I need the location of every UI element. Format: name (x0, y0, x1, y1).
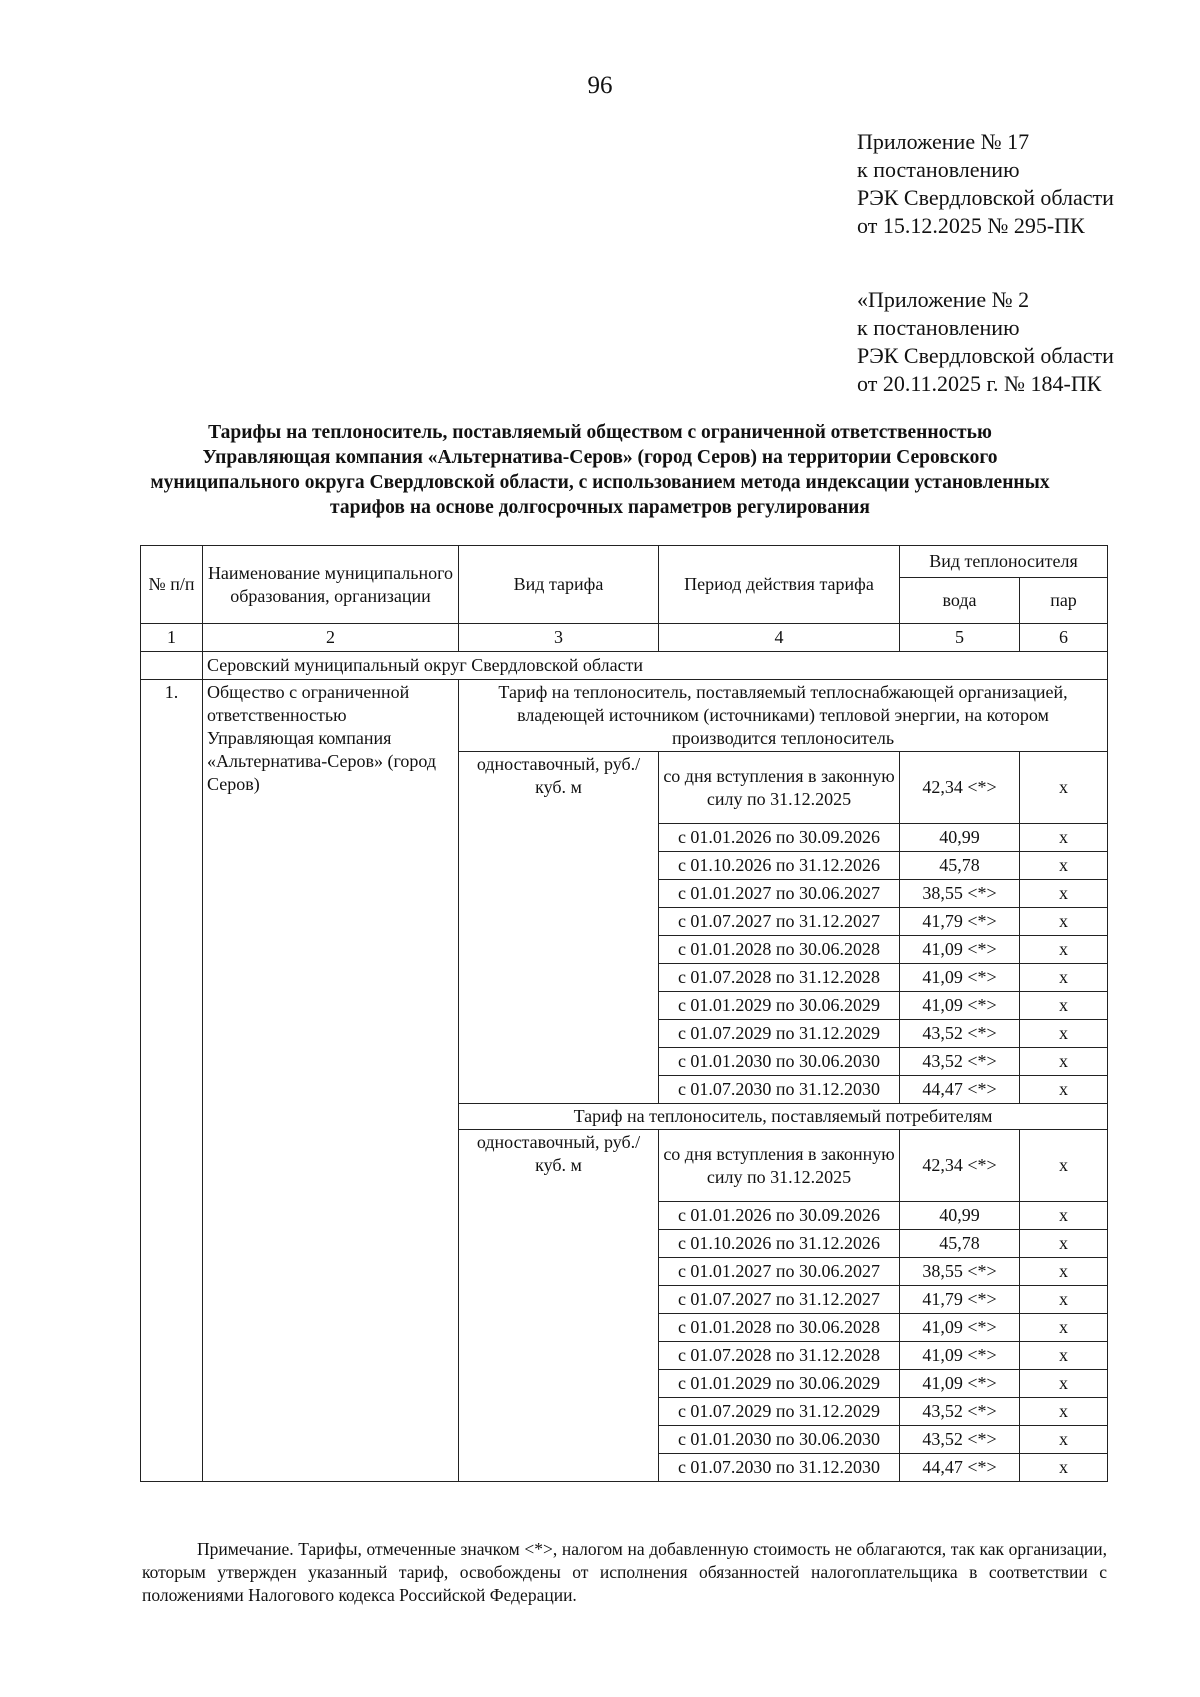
tariff-water-value: 41,09 <*> (900, 1314, 1020, 1342)
tariff-steam-value: х (1020, 1130, 1108, 1202)
district-row (141, 652, 1108, 680)
tariff-steam-value: х (1020, 1258, 1108, 1286)
tariff-steam-value: х (1020, 1454, 1108, 1482)
tariff-steam-value: х (1020, 992, 1108, 1020)
tariff-steam-value: х (1020, 1048, 1108, 1076)
tariff-steam-value: х (1020, 1202, 1108, 1230)
appendix-previous-line: РЭК Свердловской области (857, 343, 1114, 368)
tariff-water-value: 40,99 (900, 1202, 1020, 1230)
district-empty-cell (141, 652, 203, 680)
tariff-period: с 01.10.2026 по 31.12.2026 (659, 1230, 900, 1258)
header-name: Наименование муниципального образования, организации (203, 546, 459, 624)
appendix-previous-line: к постановлению (857, 315, 1020, 340)
tariff-period: с 01.07.2028 по 31.12.2028 (659, 1342, 900, 1370)
appendix-current-line: к постановлению (857, 157, 1020, 182)
tariff-period: со дня вступления в законную силу по 31.12.2025 (659, 752, 900, 824)
tariff-water-value: 43,52 <*> (900, 1398, 1020, 1426)
column-number: 2 (203, 624, 459, 652)
tariff-table (140, 545, 1108, 1482)
tariff-steam-value: х (1020, 824, 1108, 852)
tariff-water-value: 41,09 <*> (900, 1370, 1020, 1398)
tariff-period: с 01.01.2028 по 30.06.2028 (659, 936, 900, 964)
column-number: 4 (659, 624, 900, 652)
tariff-period: с 01.01.2026 по 30.09.2026 (659, 1202, 900, 1230)
tariff-water-value: 42,34 <*> (900, 752, 1020, 824)
appendix-current-block (857, 128, 1114, 240)
tariff-period: с 01.07.2030 по 31.12.2030 (659, 1454, 900, 1482)
column-number: 6 (1020, 624, 1108, 652)
tariff-steam-value: х (1020, 1370, 1108, 1398)
tariff-steam-value: х (1020, 936, 1108, 964)
tariff-steam-value: х (1020, 1314, 1108, 1342)
appendix-previous-line: «Приложение № 2 (857, 287, 1030, 312)
tariff-period: со дня вступления в законную силу по 31.12.2025 (659, 1130, 900, 1202)
tariff-water-value: 44,47 <*> (900, 1454, 1020, 1482)
district-name: Серовский муниципальный округ Свердловской области (203, 652, 1108, 680)
header-steam: пар (1020, 578, 1108, 624)
header-tariff-type: Вид тарифа (459, 546, 659, 624)
column-number: 1 (141, 624, 203, 652)
tariff-water-value: 45,78 (900, 852, 1020, 880)
tariff-water-value: 42,34 <*> (900, 1130, 1020, 1202)
tariff-type: одноставочный, руб./куб. м (459, 752, 659, 1104)
tariff-period: с 01.10.2026 по 31.12.2026 (659, 852, 900, 880)
tariff-water-value: 38,55 <*> (900, 880, 1020, 908)
tariff-period: с 01.01.2029 по 30.06.2029 (659, 992, 900, 1020)
tariff-steam-value: х (1020, 752, 1108, 824)
tariff-water-value: 41,09 <*> (900, 936, 1020, 964)
column-number: 5 (900, 624, 1020, 652)
tariff-water-value: 43,52 <*> (900, 1426, 1020, 1454)
footnote-text: Примечание. Тарифы, отмеченные значком <*>, налогом на добавленную стоимость не облагаются, так как организации, которым утвержден указанный тариф, освобождены от исполнения обязанностей налогоплательщика в соответствии с положениями Налогового кодекса Российской Федерации. (142, 1539, 1107, 1605)
appendix-previous-block (857, 286, 1114, 398)
tariff-period: с 01.07.2027 по 31.12.2027 (659, 908, 900, 936)
tariff-steam-value: х (1020, 1230, 1108, 1258)
tariff-water-value: 41,09 <*> (900, 964, 1020, 992)
tariff-steam-value: х (1020, 1426, 1108, 1454)
tariff-water-value: 41,79 <*> (900, 908, 1020, 936)
appendix-current-line: Приложение № 17 (857, 129, 1030, 154)
tariff-period: с 01.01.2030 по 30.06.2030 (659, 1426, 900, 1454)
tariff-period: с 01.01.2028 по 30.06.2028 (659, 1314, 900, 1342)
section-heading-row (141, 680, 1108, 752)
tariff-water-value: 40,99 (900, 824, 1020, 852)
appendix-current-line: РЭК Свердловской области (857, 185, 1114, 210)
column-number-row (141, 624, 1108, 652)
tariff-water-value: 41,79 <*> (900, 1286, 1020, 1314)
tariff-period: с 01.01.2027 по 30.06.2027 (659, 880, 900, 908)
tariff-period: с 01.07.2029 по 31.12.2029 (659, 1398, 900, 1426)
tariff-steam-value: х (1020, 964, 1108, 992)
tariff-type: одноставочный, руб./куб. м (459, 1130, 659, 1482)
header-carrier: Вид теплоносителя (900, 546, 1108, 578)
tariff-period: с 01.01.2026 по 30.09.2026 (659, 824, 900, 852)
column-number: 3 (459, 624, 659, 652)
section-heading: Тариф на теплоноситель, поставляемый теплоснабжающей организацией, владеющей источником (источниками) тепловой энергии, на котором производится теплоноситель (459, 680, 1108, 752)
tariff-steam-value: х (1020, 852, 1108, 880)
tariff-steam-value: х (1020, 880, 1108, 908)
tariff-period: с 01.07.2030 по 31.12.2030 (659, 1076, 900, 1104)
tariff-steam-value: х (1020, 1342, 1108, 1370)
tariff-water-value: 43,52 <*> (900, 1020, 1020, 1048)
tariff-steam-value: х (1020, 1286, 1108, 1314)
tariff-steam-value: х (1020, 1076, 1108, 1104)
document-title: Тарифы на теплоноситель, поставляемый обществом с ограниченной ответственностью Управляющая компания «Альтернатива-Серов» (город Серов) на территории Серовского муниципального округа Свердловской области, с использованием метода индексации установленных тарифов на основе долгосрочных параметров регулирования (150, 422, 1050, 518)
tariff-period: с 01.01.2027 по 30.06.2027 (659, 1258, 900, 1286)
tariff-water-value: 41,09 <*> (900, 1342, 1020, 1370)
tariff-water-value: 44,47 <*> (900, 1076, 1020, 1104)
footnote (142, 1538, 1107, 1607)
tariff-water-value: 41,09 <*> (900, 992, 1020, 1020)
header-row (141, 546, 1108, 578)
tariff-period: с 01.01.2030 по 30.06.2030 (659, 1048, 900, 1076)
tariff-period: с 01.07.2028 по 31.12.2028 (659, 964, 900, 992)
section-heading: Тариф на теплоноситель, поставляемый потребителям (459, 1104, 1108, 1130)
organization-name: Общество с ограниченной ответственностью Управляющая компания «Альтернатива-Серов» (город Серов) (203, 680, 459, 1482)
tariff-steam-value: х (1020, 908, 1108, 936)
tariff-water-value: 43,52 <*> (900, 1048, 1020, 1076)
tariff-period: с 01.07.2029 по 31.12.2029 (659, 1020, 900, 1048)
page-number: 96 (587, 72, 613, 99)
tariff-steam-value: х (1020, 1398, 1108, 1426)
row-number: 1. (141, 680, 203, 1482)
tariff-period: с 01.01.2029 по 30.06.2029 (659, 1370, 900, 1398)
tariff-period: с 01.07.2027 по 31.12.2027 (659, 1286, 900, 1314)
header-period: Период действия тарифа (659, 546, 900, 624)
header-water: вода (900, 578, 1020, 624)
tariff-water-value: 45,78 (900, 1230, 1020, 1258)
header-num: № п/п (141, 546, 203, 624)
appendix-current-line: от 15.12.2025 № 295-ПК (857, 213, 1085, 238)
tariff-steam-value: х (1020, 1020, 1108, 1048)
tariff-water-value: 38,55 <*> (900, 1258, 1020, 1286)
appendix-previous-line: от 20.11.2025 г. № 184-ПК (857, 371, 1102, 396)
